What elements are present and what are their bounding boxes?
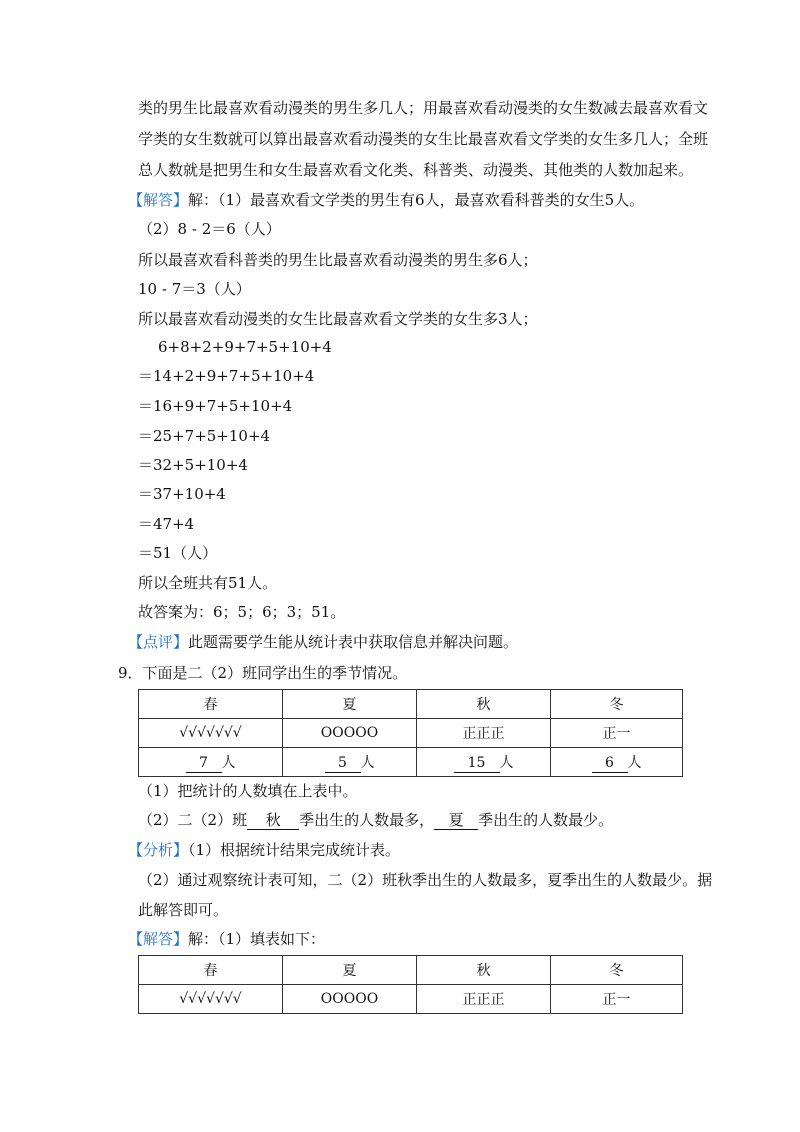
answer-tag: 【解答】	[128, 191, 189, 209]
table-cell: 正正正	[417, 985, 551, 1014]
text-line: 总人数就是把男生和女生最喜欢看文化类、科普类、动漫类、其他类的人数加起来。	[138, 161, 694, 179]
calc-step: ＝25+7+5+10+4	[138, 427, 271, 445]
table-header: 冬	[551, 690, 683, 719]
table-row	[139, 719, 683, 748]
table-cell: OOOOO	[283, 719, 417, 748]
calc-step: ＝37+10+4	[138, 485, 226, 503]
text-line: （2）二（2）班 秋 季出生的人数最多， 夏 季出生的人数最少。	[138, 811, 614, 829]
table-header: 冬	[551, 956, 683, 985]
question-title: 9．下面是二（2）班同学出生的季节情况。	[118, 664, 408, 682]
table-row	[139, 985, 683, 1014]
count-blank: 15	[454, 754, 500, 773]
season-table	[138, 689, 683, 777]
comment-paragraph: 【点评】此题需要学生能从统计表中获取信息并解决问题。	[128, 633, 519, 651]
table-cell: OOOOO	[283, 985, 417, 1014]
answer-tag: 【解答】	[128, 930, 189, 948]
table-header: 春	[139, 956, 283, 985]
count-blank: 6	[592, 754, 628, 773]
text-line: 所以最喜欢看动漫类的女生比最喜欢看文学类的女生多3人；	[138, 310, 538, 328]
calc-step: ＝14+2+9+7+5+10+4	[138, 367, 315, 385]
table-row	[139, 748, 683, 777]
table-header: 夏	[283, 956, 417, 985]
answer-blank: 夏	[434, 811, 478, 830]
comment-tag: 【点评】	[128, 633, 189, 651]
calc-step: ＝51（人）	[138, 544, 218, 562]
answer-paragraph: 【解答】解：（1）最喜欢看文学类的男生有6人，最喜欢看科普类的女生5人。	[128, 191, 645, 209]
table-cell: 正一	[551, 719, 683, 748]
calc-step: 6+8+2+9+7+5+10+4	[158, 338, 332, 356]
count-blank: 7	[186, 754, 222, 773]
text-line: （1）把统计的人数填在上表中。	[138, 782, 358, 800]
text-line: 所以最喜欢看科普类的男生比最喜欢看动漫类的男生多6人；	[138, 251, 538, 269]
analysis-tag: 【分析】	[128, 841, 189, 859]
table-row	[139, 690, 683, 719]
text-line: 类的男生比最喜欢看动漫类的男生多几人；用最喜欢看动漫类的女生数减去最喜欢看文	[138, 99, 709, 117]
table-cell: 15 人	[417, 748, 551, 777]
table-cell: 正正正	[417, 719, 551, 748]
text-line: 此解答即可。	[138, 901, 229, 919]
table-cell: 7 人	[139, 748, 283, 777]
table-header: 秋	[417, 690, 551, 719]
text-line: 10 - 7＝3（人）	[138, 280, 251, 298]
table-row	[139, 956, 683, 985]
text-line: 故答案为：6；5；6；3；51。	[138, 603, 346, 621]
table-header: 秋	[417, 956, 551, 985]
table-cell: 正一	[551, 985, 683, 1014]
answer-blank: 秋	[247, 811, 299, 830]
analysis-paragraph: 【分析】（1）根据统计结果完成统计表。	[128, 841, 401, 859]
season-table-answer	[138, 955, 683, 1014]
text-line: 所以全班共有51人。	[138, 574, 278, 592]
table-cell: √√√√√√√	[139, 985, 283, 1014]
answer-paragraph: 【解答】解：（1）填表如下：	[128, 930, 326, 948]
calc-step: ＝32+5+10+4	[138, 456, 248, 474]
table-cell: √√√√√√√	[139, 719, 283, 748]
table-header: 春	[139, 690, 283, 719]
table-cell: 5 人	[283, 748, 417, 777]
table-header: 夏	[283, 690, 417, 719]
text-line: 学类的女生数就可以算出最喜欢看动漫类的女生比最喜欢看文学类的女生多几人；全班	[138, 130, 709, 148]
text-line: （2）8 - 2＝6（人）	[138, 220, 281, 238]
table-cell: 6 人	[551, 748, 683, 777]
calc-step: ＝47+4	[138, 515, 195, 533]
text-line: （2）通过观察统计表可知，二（2）班秋季出生的人数最多，夏季出生的人数最少。据	[138, 871, 713, 889]
calc-step: ＝16+9+7+5+10+4	[138, 397, 293, 415]
count-blank: 5	[325, 754, 361, 773]
